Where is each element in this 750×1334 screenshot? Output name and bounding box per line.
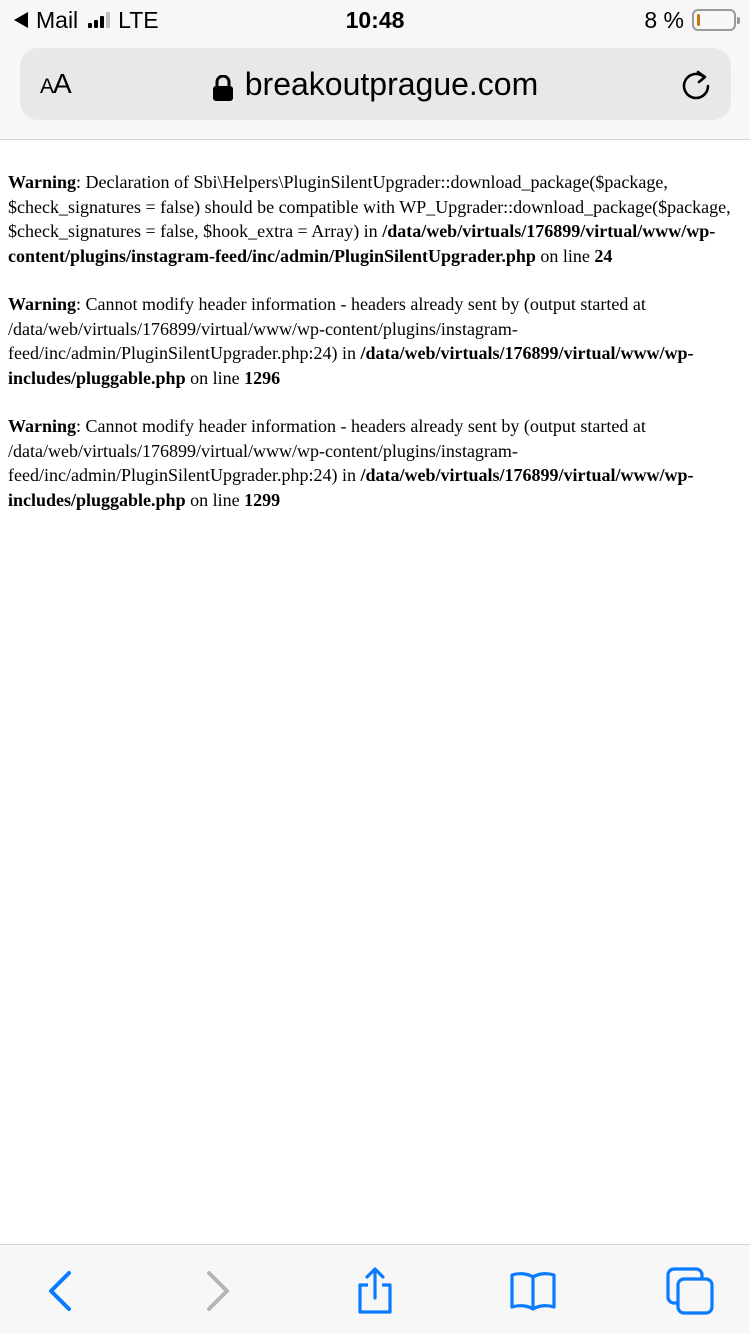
on-line-text: on line: [185, 367, 245, 388]
share-icon: [351, 1267, 399, 1315]
reload-icon[interactable]: [679, 68, 713, 102]
tabs-button[interactable]: [666, 1267, 714, 1315]
warning-file: /data/web/virtuals/176899/virtual/www/wp-content/plugins/instagram-feed/inc/admin/PluginSilentUpgrader.php: [8, 221, 716, 266]
browser-top-chrome: [0, 0, 750, 140]
page-content: [8, 170, 738, 536]
chevron-right-icon: [193, 1267, 241, 1315]
share-button[interactable]: [351, 1267, 399, 1315]
warning-file: /data/web/virtuals/176899/virtual/www/wp-includes/pluggable.php: [8, 465, 694, 510]
tabs-icon: [666, 1267, 714, 1315]
status-bar: [0, 0, 750, 40]
warning-message: : Cannot modify header information - headers already sent by (output started at /data/web/virtuals/176899/virtual/www/wp-content/plugins/instagram-feed/inc/admin/PluginSilentUpgrader.php:24) in: [8, 294, 646, 363]
lock-icon: [213, 72, 233, 98]
carrier-label: LTE: [118, 6, 159, 33]
php-warning: [8, 292, 738, 390]
warning-line-number: 1296: [244, 367, 281, 388]
text-size-button[interactable]: AA: [40, 68, 71, 99]
back-app-label: Mail: [36, 6, 79, 33]
bookmarks-button[interactable]: [509, 1267, 557, 1315]
warning-label: Warning: [8, 416, 77, 436]
battery-percent: 8 %: [644, 6, 684, 33]
php-warning: [8, 170, 738, 268]
url-display[interactable]: [20, 66, 731, 103]
warning-message: : Declaration of Sbi\Helpers\PluginSilentUpgrader::download_package($package, $check_signatures = false) should be compatible with WP_Upgrader::download_package($package, $check_signatures = false, $hook_extra = Array) in: [8, 172, 731, 241]
warning-line-number: 1299: [244, 489, 281, 510]
chevron-left-icon: [37, 1267, 85, 1315]
warning-label: Warning: [8, 172, 77, 192]
on-line-text: on line: [185, 489, 245, 510]
warning-message: : Cannot modify header information - headers already sent by (output started at /data/web/virtuals/176899/virtual/www/wp-content/plugins/instagram-feed/inc/admin/PluginSilentUpgrader.php:24) in: [8, 416, 646, 485]
battery-status: [644, 6, 736, 34]
warning-file: /data/web/virtuals/176899/virtual/www/wp-includes/pluggable.php: [8, 343, 694, 388]
forward-button[interactable]: [193, 1267, 241, 1315]
battery-icon: [692, 9, 736, 31]
address-bar[interactable]: [20, 48, 731, 120]
battery-fill: [697, 14, 700, 26]
url-domain: breakoutprague.com: [244, 66, 539, 102]
on-line-text: on line: [535, 245, 595, 266]
status-time: 10:48: [345, 7, 405, 33]
php-warning: [8, 414, 738, 512]
warning-line-number: 24: [594, 245, 613, 266]
browser-toolbar: [0, 1244, 750, 1334]
book-icon: [509, 1267, 557, 1315]
warning-label: Warning: [8, 294, 77, 314]
back-button[interactable]: [37, 1267, 85, 1315]
